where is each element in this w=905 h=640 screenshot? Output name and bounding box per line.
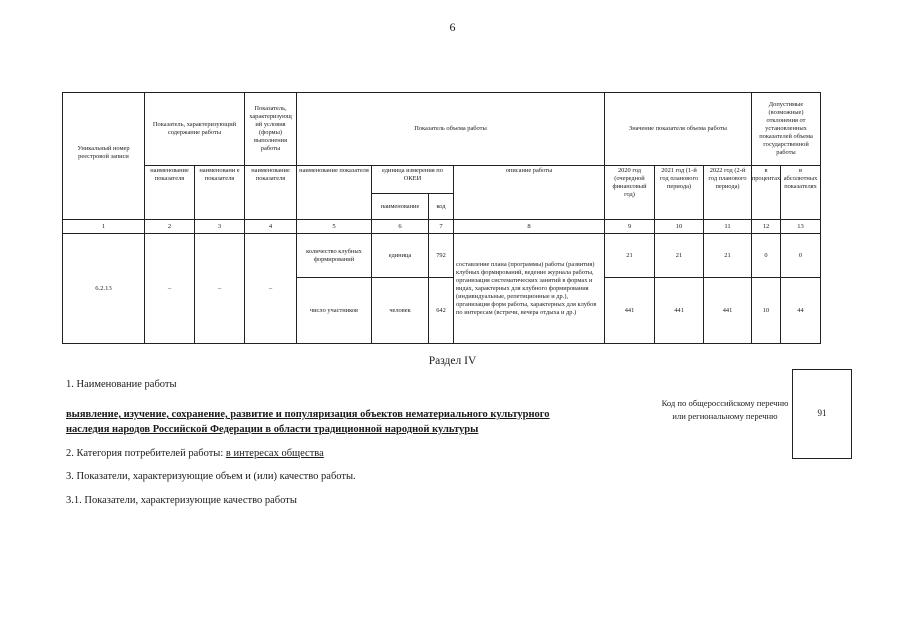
indicators-heading: 3. Показатели, характеризующие объем и (или) качество работы. — [66, 471, 356, 482]
column-number: 6 — [371, 219, 429, 234]
work-name-line-1: выявление, изучение, сохранение, развитие и популяризация объектов нематериального культурного — [66, 409, 550, 420]
column-number: 5 — [296, 219, 372, 234]
header-in-absolute: в абсолютных показателях — [780, 165, 821, 220]
header-year-2022: 2022 год (2-й год планового периода) — [703, 165, 752, 220]
row-1-value-2020: 21 — [604, 233, 655, 278]
header-unique-number: Уникальный номер реестровой записи — [62, 92, 145, 220]
row-1-unit: единица — [371, 233, 429, 278]
column-number: 3 — [194, 219, 245, 234]
consumer-category-label: 2. Категория потребителей работы: — [66, 448, 226, 459]
header-deviations: Допустимые (возможные) отклонения от установленных показателей объема государственной работы — [751, 92, 821, 166]
work-name-heading: 1. Наименование работы — [66, 379, 177, 390]
row-2-value-2020: 441 — [604, 277, 655, 344]
header-name-indicator-4: наименование показателя — [296, 165, 372, 220]
column-number: 12 — [751, 219, 781, 234]
header-year-2021: 2021 год (1-й год планового периода) — [654, 165, 704, 220]
column-number: 4 — [244, 219, 297, 234]
header-unit-okei: единица измерения по ОКЕИ — [371, 165, 454, 194]
code-value: 91 — [817, 408, 827, 418]
dash-cell: – — [244, 233, 297, 344]
header-volume-indicator: Показатель объема работы — [296, 92, 605, 166]
quality-indicators-heading: 3.1. Показатели, характеризующие качество работы — [66, 495, 297, 506]
row-1-absolute: 0 — [780, 233, 821, 278]
row-2-value-2021: 441 — [654, 277, 704, 344]
column-number: 13 — [780, 219, 821, 234]
header-content-indicator: Показатель, характеризующий содержание работы — [144, 92, 245, 166]
row-2-code: 642 — [428, 277, 454, 344]
dash-cell: – — [194, 233, 245, 344]
registry-number-cell: 6.2.13 — [62, 233, 145, 344]
row-2-indicator: число участников — [296, 277, 372, 344]
header-conditions-indicator: Показатель, характеризующ ий условия (формы) выполнения работы — [244, 92, 297, 166]
header-name-indicator-1: наименование показателя — [144, 165, 195, 220]
row-2-percent: 10 — [751, 277, 781, 344]
header-name-indicator-3: наименование показателя — [244, 165, 297, 220]
column-number: 9 — [604, 219, 655, 234]
column-number: 7 — [428, 219, 454, 234]
column-number: 8 — [453, 219, 605, 234]
row-1-percent: 0 — [751, 233, 781, 278]
column-number: 10 — [654, 219, 704, 234]
row-2-unit: человек — [371, 277, 429, 344]
row-1-indicator: количество клубных формирований — [296, 233, 372, 278]
section-title: Раздел IV — [428, 355, 477, 367]
header-work-description: описание работы — [453, 165, 605, 220]
code-label: Код по общероссийскому перечню или региональному перечню — [661, 398, 789, 421]
page-number: 6 — [449, 20, 456, 34]
dash-cell: – — [144, 233, 195, 344]
consumer-category — [66, 448, 324, 459]
header-name-indicator-2: наименовани е показателя — [194, 165, 245, 220]
row-1-value-2022: 21 — [703, 233, 752, 278]
row-1-value-2021: 21 — [654, 233, 704, 278]
volume-indicators-table — [62, 92, 821, 344]
work-name-line-2: наследия народов Российской Федерации в области традиционной народной культуры — [66, 424, 479, 435]
column-number: 11 — [703, 219, 752, 234]
header-unit-name: наименование — [371, 193, 429, 220]
row-1-code: 792 — [428, 233, 454, 278]
work-description-cell: составление плана (программы) работы (развития) клубных формирований, ведение журнала работы, организация систематических занятий в формах и видах, характерных для клубного формирования (индивидуальные, репетиционные и др.), организация форм работы, характерных для клубов по интересам (встречи, вечера отдыха и др.) — [453, 233, 605, 344]
column-number: 2 — [144, 219, 195, 234]
header-volume-value: Значение показателя объема работы — [604, 92, 752, 166]
header-in-percent: в процентах — [751, 165, 781, 220]
column-number: 1 — [62, 219, 145, 234]
row-2-value-2022: 441 — [703, 277, 752, 344]
code-box — [792, 369, 852, 459]
header-unit-code: код — [428, 193, 454, 220]
header-year-2020: 2020 год (очередной финансовый год) — [604, 165, 655, 220]
row-2-absolute: 44 — [780, 277, 821, 344]
consumer-category-value: в интересах общества — [225, 448, 324, 459]
